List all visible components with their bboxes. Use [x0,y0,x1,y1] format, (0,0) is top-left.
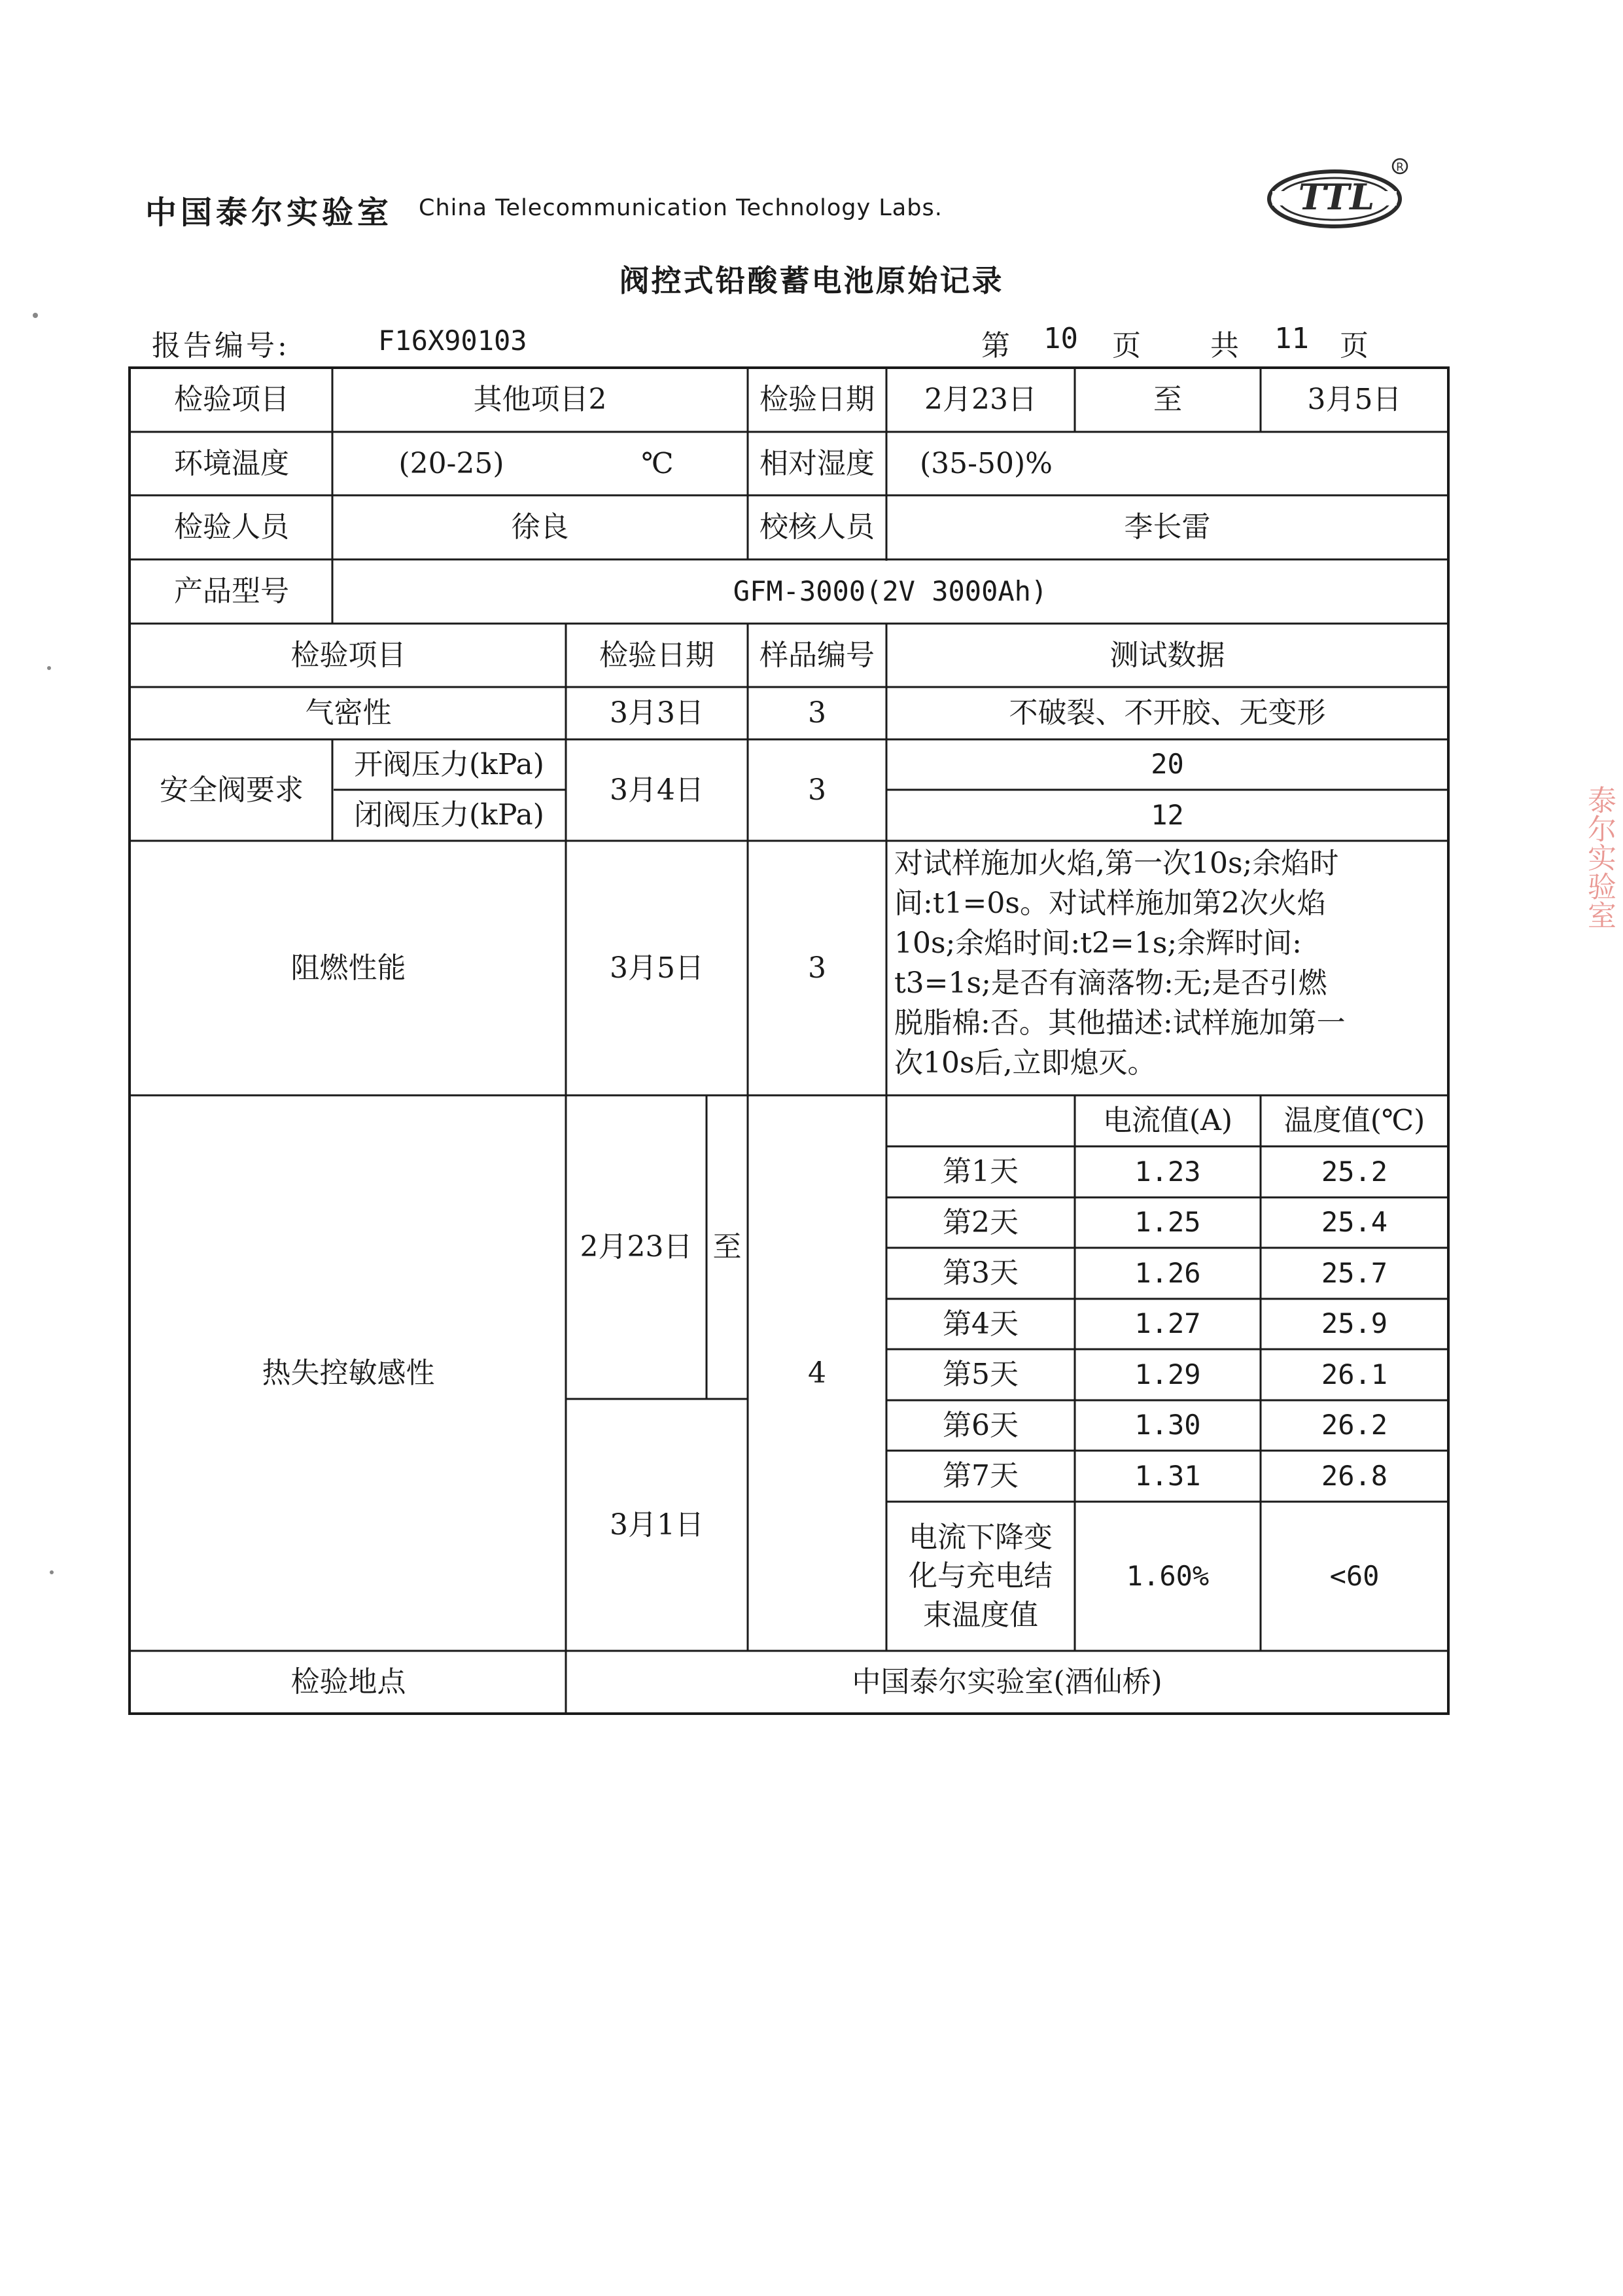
summary-line: 束温度值 [923,1598,1038,1632]
flame-line: 10s;余焰时间:t2=1s;余辉时间: [894,927,1302,960]
checker-name: 李长雷 [1124,510,1211,544]
page-unit: 页 [1112,329,1141,362]
model-value: GFM-3000(2V 3000Ah) [733,574,1048,607]
model-label: 产品型号 [174,574,289,609]
flame-line: t3=1s;是否有滴落物:无;是否引燃 [894,966,1327,1000]
airtight-date: 3月3日 [610,696,704,730]
thermal-current: 1.31 [1134,1459,1201,1492]
inspection-date-label: 检验日期 [759,383,875,417]
thermal-date-from: 2月23日 [580,1230,693,1264]
airtight-label: 气密性 [305,696,392,730]
airtight-sample: 3 [808,696,826,730]
thermal-current: 1.25 [1134,1206,1201,1239]
thermal-label: 热失控敏感性 [262,1356,435,1390]
flame-description [886,841,1448,1095]
scan-speck [47,666,51,670]
inspection-item-value: 其他项目2 [473,383,607,417]
thermal-col-current: 电流值(A) [1102,1104,1233,1138]
thermal-current: 1.27 [1134,1307,1201,1340]
valve-close-label: 闭阀压力(kPa) [354,798,544,832]
thermal-day: 第4天 [943,1307,1019,1341]
valve-open-label: 开阀压力(kPa) [354,747,544,781]
thermal-day: 第2天 [943,1205,1019,1239]
thermal-current: 1.30 [1134,1409,1201,1441]
report-number: F16X90103 [378,325,527,357]
page-total: 11 [1274,322,1309,355]
valve-close-value: 12 [1151,798,1184,831]
humidity-label: 相对湿度 [759,446,875,480]
thermal-day: 第3天 [943,1256,1019,1290]
thermal-sample: 4 [808,1356,826,1390]
inspection-date-to-word: 至 [1153,383,1182,417]
lab-logo-english: China Telecommunication Technology Labs. [419,195,943,221]
flame-line: 间:t1=0s。对试样施加第2次火焰 [894,887,1326,920]
flame-line: 脱脂棉:否。其他描述:试样施加第一 [894,1006,1346,1040]
valve-sample: 3 [808,773,826,807]
thermal-col-temp: 温度值(℃) [1283,1104,1425,1138]
thermal-day: 第1天 [943,1155,1019,1189]
scan-speck [33,313,38,318]
env-temp-label: 环境温度 [174,446,289,480]
flame-sample: 3 [808,951,826,985]
location-label: 检验地点 [290,1665,406,1699]
flame-date: 3月5日 [610,951,704,985]
col-item-header: 检验项目 [290,638,406,672]
valve-label: 安全阀要求 [160,773,304,807]
total-unit: 页 [1340,329,1369,362]
lab-logo-chinese: 中国泰尔实验室 [145,194,393,231]
margin-stamp-fragment: 泰尔实验室 [1582,785,1616,929]
flame-line: 对试样施加火焰,第一次10s;余焰时 [894,847,1339,880]
thermal-temp: 25.7 [1321,1256,1388,1289]
inspection-date-from: 2月23日 [924,383,1037,417]
thermal-summary-current: 1.60% [1126,1559,1210,1592]
thermal-day: 第7天 [943,1459,1019,1493]
airtight-result: 不破裂、不开胶、无变形 [1009,696,1326,730]
thermal-summary-temp: <60 [1329,1559,1380,1592]
inspection-date-to: 3月5日 [1307,383,1402,417]
inspector-label: 检验人员 [174,510,289,544]
thermal-temp: 26.2 [1321,1409,1388,1441]
document-title: 阀控式铅酸蓄电池原始记录 [619,263,1004,298]
page-current: 10 [1043,322,1078,355]
total-prefix: 共 [1210,329,1239,362]
thermal-day: 第6天 [943,1408,1019,1442]
thermal-date-to-word: 至 [712,1230,742,1264]
thermal-temp: 26.8 [1321,1459,1388,1492]
ttl-logo-text: TTL [1298,176,1375,218]
thermal-temp: 26.1 [1321,1358,1388,1390]
thermal-day: 第5天 [943,1358,1019,1392]
env-temp-unit: ℃ [641,446,674,480]
thermal-temp: 25.4 [1321,1206,1388,1239]
thermal-summary-label [886,1502,1075,1651]
valve-date: 3月4日 [610,773,704,807]
col-data-header: 测试数据 [1109,638,1225,672]
thermal-temp: 25.2 [1321,1155,1388,1188]
col-sample-header: 样品编号 [759,638,875,672]
inspection-item-label: 检验项目 [174,383,289,417]
env-temp-value: (20-25) [398,446,504,480]
report-number-label: 报告编号: [152,329,290,362]
inspector-name: 徐良 [511,510,569,544]
scan-speck [50,1570,54,1574]
summary-line: 电流下降变 [909,1520,1053,1554]
thermal-current: 1.26 [1134,1256,1201,1289]
valve-open-value: 20 [1151,748,1184,781]
thermal-current: 1.29 [1134,1358,1201,1390]
flame-label: 阻燃性能 [290,951,406,985]
flame-line: 次10s后,立即熄灭。 [894,1046,1157,1080]
thermal-date-to: 3月1日 [610,1508,704,1542]
col-date-header: 检验日期 [599,638,714,672]
location-value: 中国泰尔实验室(酒仙桥) [852,1665,1162,1699]
summary-line: 化与充电结 [909,1559,1053,1593]
thermal-current: 1.23 [1134,1155,1201,1188]
checker-label: 校核人员 [759,510,875,544]
svg-text:R: R [1396,161,1404,174]
thermal-temp: 25.9 [1321,1307,1388,1340]
page-prefix: 第 [981,329,1010,362]
humidity-value: (35-50)% [920,446,1053,480]
ttl-logo-icon [1266,156,1416,234]
